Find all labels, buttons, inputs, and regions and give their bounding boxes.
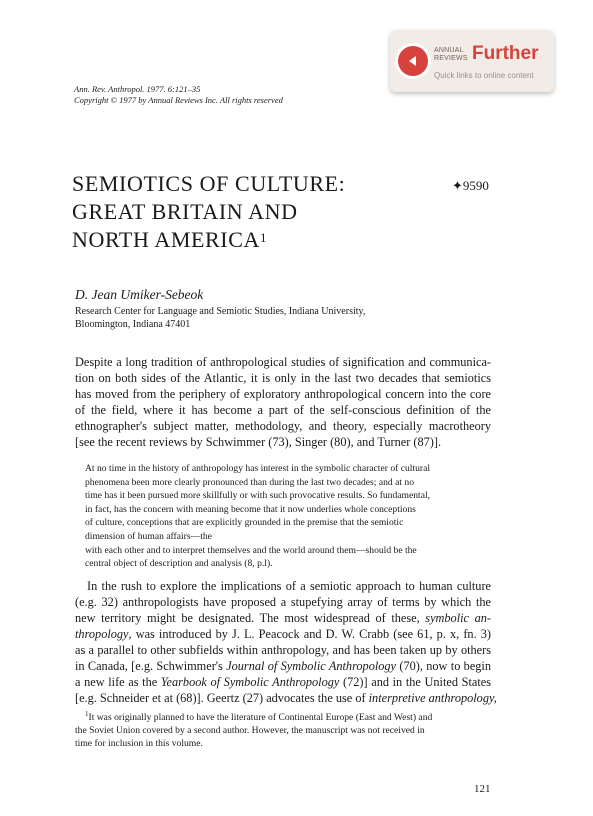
text-line (75, 610, 491, 626)
emphasis: Yearbook of Symbolic Anthropology (160, 675, 340, 689)
text-line (75, 626, 491, 642)
quote-line: in fact, has the concern with meaning become that it now underlies whole conceptions (85, 503, 416, 515)
text-line: In the rush to explore the implications of a semiotic approach to human culture (87, 579, 491, 593)
block-quote (85, 462, 483, 571)
affiliation-line: Bloomington, Indiana 47401 (75, 319, 191, 330)
footnote-line (75, 708, 491, 724)
badge-further: Further (472, 43, 539, 64)
author-affiliation (75, 305, 365, 331)
quote-line: time has it been pursued more skillfully or with such provocative results. So fundamental, (85, 490, 431, 502)
quote-line: with each other and to interpret themselves and the world around them—should be the (85, 544, 417, 556)
footnote-line: the Soviet Union covered by a second author. However, the manuscript was not received in (75, 725, 425, 737)
text-line: (e.g. 32) anthropologists have proposed a stupefying array of terms by which the (75, 595, 491, 609)
body-paragraph (75, 354, 491, 450)
page-number: 121 (474, 783, 491, 795)
arrow-left-icon (398, 46, 428, 76)
title-line-text: NORTH AMERICA (72, 227, 260, 252)
emphasis: interpretive anthropology, (368, 691, 497, 705)
text-line (75, 690, 497, 706)
emphasis: symbolic an- (425, 611, 491, 625)
text-run: , was introduced by J. L. Peacock and D. W. Crabb (see 61, p. x, fn. 3) (128, 627, 491, 641)
affiliation-line: Research Center for Language and Semiotic Studies, Indiana University, (75, 306, 366, 317)
text-run: (72)] and in the United States (343, 675, 491, 689)
quote-line: dimension of human affairs—the (85, 530, 212, 542)
text-run: (70), now to begin (399, 659, 491, 673)
footnote-line: time for inclusion in this volume. (75, 738, 203, 750)
badge-reviews: REVIEWS (434, 55, 468, 62)
text-line: as a parallel to other subfields within anthropology, and has been taken up by others (75, 643, 491, 657)
article-code: ✦9590 (452, 178, 489, 193)
author-name: D. Jean Umiker-Sebeok (75, 287, 204, 302)
quote-line: central object of description and analysis (8, p.l). (85, 558, 273, 570)
text-run: It was originally planned to have the literature of Continental Europe (East and West) and (88, 712, 433, 724)
text-line: has moved from the periphery of exploratory anthropological concern into the core (75, 387, 491, 401)
emphasis: Journal of Symbolic Anthropology (226, 659, 397, 673)
further-badge[interactable] (390, 30, 554, 92)
text-line: [see the recent reviews by Schwimmer (73), Singer (80), and Turner (87)]. (75, 435, 442, 449)
text-run: in Canada, [e.g. Schwimmer's (75, 659, 223, 673)
text-line (75, 658, 491, 674)
text-run: [e.g. Schneider et at (68)]. Geertz (27) advocates the use of (75, 691, 366, 705)
title-line (72, 226, 345, 254)
footnote-mark: 1 (85, 710, 89, 718)
journal-citation (74, 84, 283, 106)
text-line: of the field, where it has become a part of the self-conscious definition of the (75, 403, 491, 417)
title-line: SEMIOTICS OF CULTURE: (72, 171, 346, 196)
text-line: ethnographer's subject matter, methodology, and theory, especially macrotheory (75, 419, 491, 433)
text-line (75, 674, 491, 690)
text-line: tion on both sides of the Atlantic, it is only in the last two decades that semiotics (75, 371, 491, 385)
badge-annual: ANNUAL (434, 47, 464, 54)
emphasis: thropology (75, 627, 129, 641)
title-line: GREAT BRITAIN AND (72, 199, 298, 224)
citation-line: Ann. Rev. Anthropol. 1977. 6:121–35 (74, 84, 201, 94)
text-line: Despite a long tradition of anthropological studies of signification and communica- (75, 355, 491, 369)
badge-tagline: Quick links to online content (434, 71, 534, 80)
text-run: a new life as the (75, 675, 158, 689)
quote-line: phenomena been more clearly pronounced than during the last two decades; and at no (85, 476, 415, 488)
footnote (75, 708, 491, 750)
quote-line: of culture, conceptions that are explicitly grounded in the premise that the semiotic (85, 517, 404, 529)
body-paragraph (75, 578, 497, 706)
copyright-line: Copyright © 1977 by Annual Reviews Inc. All rights reserved (74, 95, 283, 105)
text-run: new territory might be designated. The most widespread of these, (75, 611, 420, 625)
title-footnote-mark: 1 (260, 230, 268, 245)
article-title (72, 170, 345, 254)
quote-line: At no time in the history of anthropology has interest in the symbolic character of cultural (85, 463, 431, 474)
